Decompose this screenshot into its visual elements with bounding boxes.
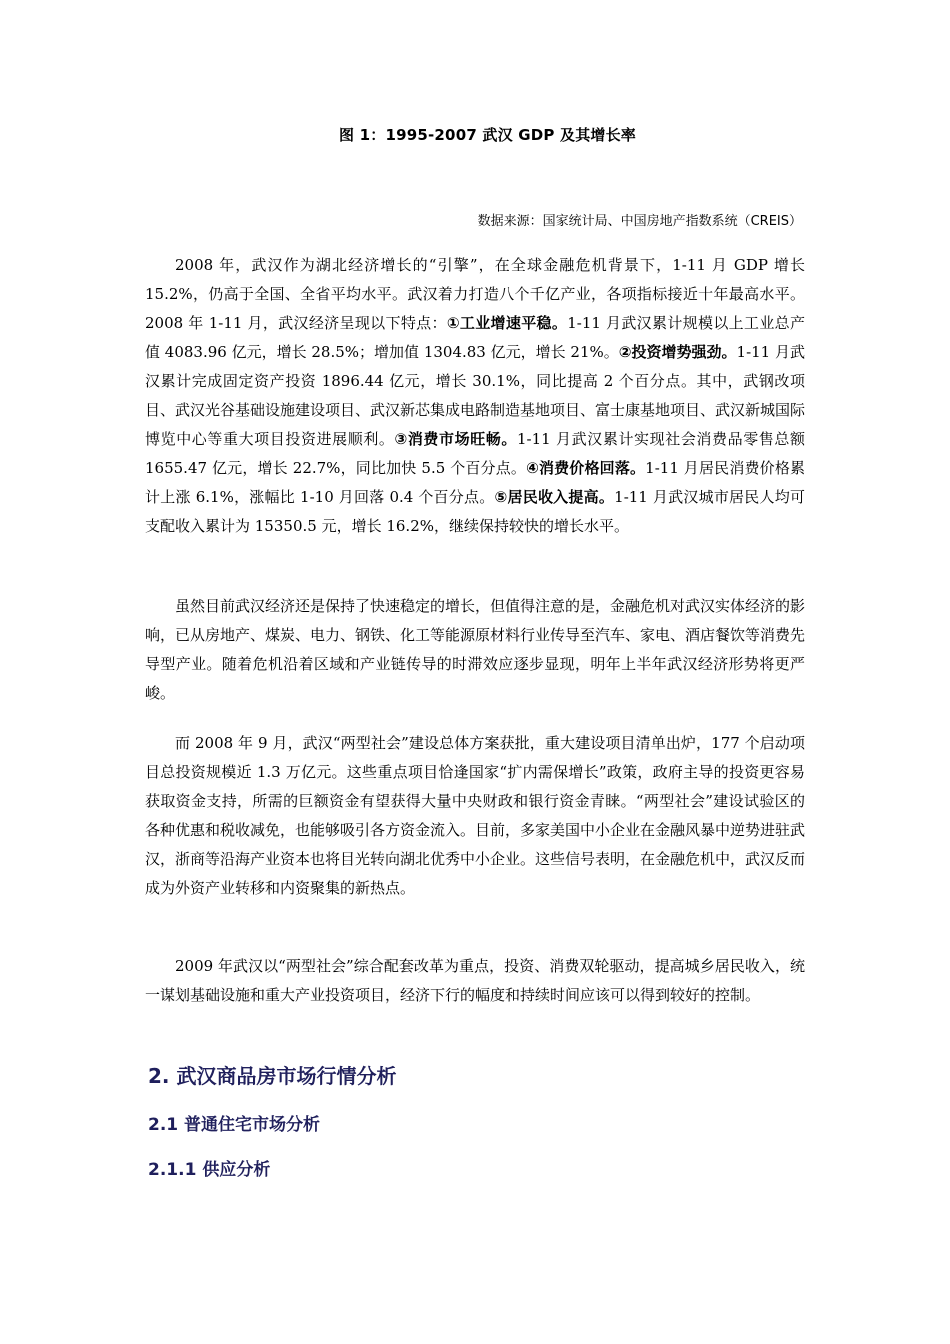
figure-caption: 图 1：1995-2007 武汉 GDP 及其增长率 (338, 126, 636, 144)
paragraph-economy-features (145, 251, 805, 541)
p1-text-6: 1-11 月武汉城市居民人均可支配收入累计为 15350.5 元，增长 16.2%，继续保持较快的增长水平。 (145, 488, 806, 535)
subsubsection-heading: 2.1.1 供应分析 (148, 1160, 271, 1180)
paragraph-two-type-society: 而 2008 年 9 月，武汉“两型社会”建设总体方案获批，重大建设项目清单出炉，177 个启动项目总投资规模近 1.3 万亿元。这些重点项目恰逢国家“扩内需保增长”政策，政府主导的投资更容易获取资金支持，所需的巨额资金有望获得大量中央财政和银行资金青睐。“两型社会”建设试验区的各种优惠和税收减免，也能够吸引各方资金流入。目前，多家美国中小企业在金融风暴中逆势进驻武汉，浙商等沿海产业资本也将目光转向湖北优秀中小企业。这些信号表明，在金融危机中，武汉反而成为外资产业转移和内资聚集的新热点。 (145, 734, 806, 897)
p1-text-3: 1-11 月武汉累计完成固定资产投资 1896.44 亿元，增长 30.1%，同比提高 2 个百分点。其中，武钢改项目、武汉光谷基础设施建设项目、武汉新芯集成电路制造基地项目、富士康基地项目、武汉新城国际博览中心等重大项目投资进展顺利。 (145, 343, 806, 448)
p1-highlight-consumption: ③消费市场旺畅。 (394, 430, 517, 448)
p1-text-2: 1-11 月武汉累计规模以上工业总产值 4083.96 亿元，增长 28.5%；增加值 1304.83 亿元，增长 21%。 (145, 314, 806, 361)
paragraph-2009-outlook: 2009 年武汉以“两型社会”综合配套改革为重点，投资、消费双轮驱动，提高城乡居民收入，统一谋划基础设施和重大产业投资项目，经济下行的幅度和持续时间应该可以得到较好的控制。 (145, 957, 805, 1004)
figure-source: 数据来源：国家统计局、中国房地产指数系统（CREIS） (477, 214, 802, 229)
section-heading: 2. 武汉商品房市场行情分析 (148, 1064, 397, 1088)
p1-text-5: 1-11 月居民消费价格累计上涨 6.1%，涨幅比 1-10 月回落 0.4 个百分点。 (145, 459, 806, 506)
subsection-heading: 2.1 普通住宅市场分析 (148, 1115, 321, 1135)
p1-highlight-investment: ②投资增势强劲。 (618, 343, 737, 361)
p1-highlight-industry: ①工业增速平稳。 (446, 314, 568, 332)
p1-highlight-prices: ④消费价格回落。 (526, 459, 646, 477)
paragraph-crisis-impact: 虽然目前武汉经济还是保持了快速稳定的增长，但值得注意的是，金融危机对武汉实体经济的影响，已从房地产、煤炭、电力、钢铁、化工等能源原材料行业传导至汽车、家电、酒店餐饮等消费先导型产业。随着危机沿着区域和产业链传导的时滞效应逐步显现，明年上半年武汉经济形势将更严峻。 (145, 597, 806, 702)
p1-text-4: 1-11 月武汉累计实现社会消费品零售总额 1655.47 亿元，增长 22.7%，同比加快 5.5 个百分点。 (145, 430, 805, 477)
p1-highlight-income: ⑤居民收入提高。 (494, 488, 615, 506)
p1-text-1: 2008 年，武汉作为湖北经济增长的“引擎”，在全球金融危机背景下，1-11 月 GDP 增长 15.2%，仍高于全国、全省平均水平。武汉着力打造八个千亿产业，各项指标接近十年最高水平。2008 年 1-11 月，武汉经济呈现以下特点： (145, 256, 805, 332)
